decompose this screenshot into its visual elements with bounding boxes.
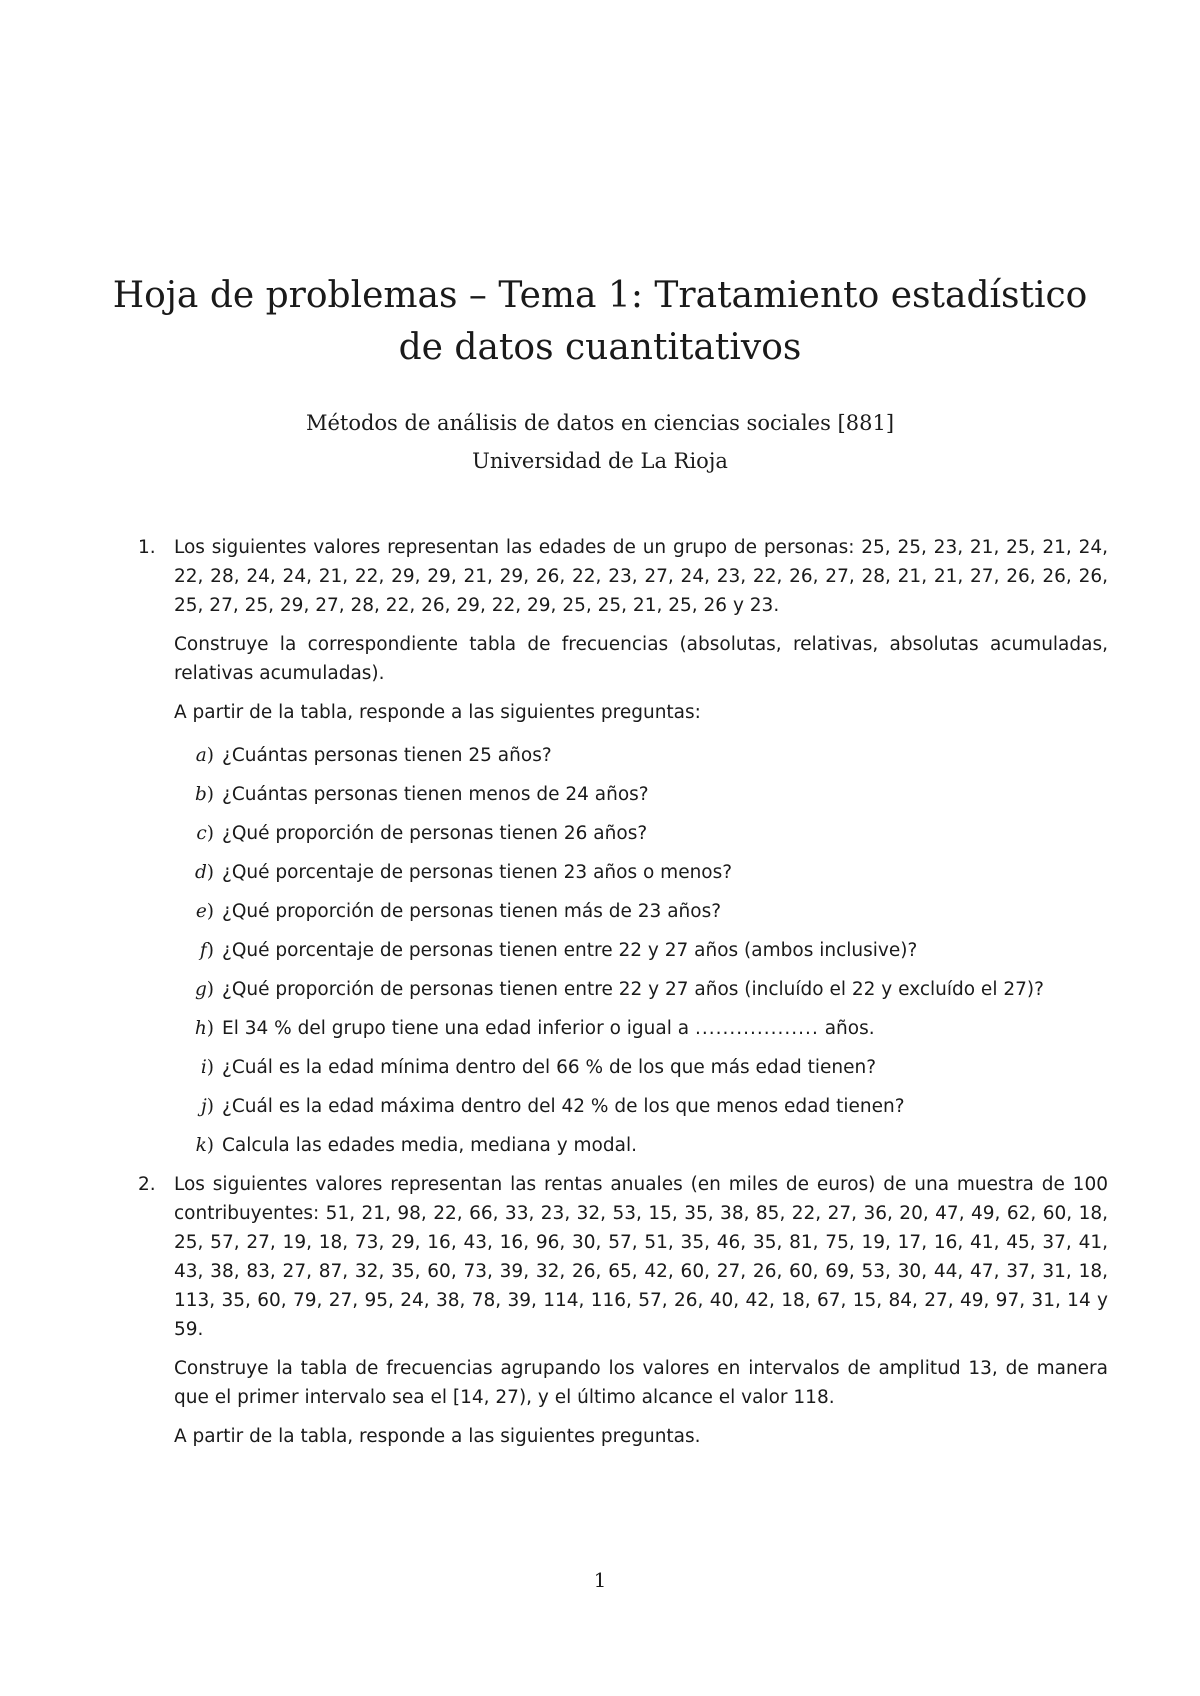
question-label: e bbox=[195, 901, 207, 922]
question-text: ¿Qué proporción de personas tienen 26 años? bbox=[222, 823, 648, 844]
question-list bbox=[174, 741, 1108, 1160]
question-text-after: años. bbox=[818, 1018, 875, 1039]
question-item: k) Calcula las edades media, mediana y modal. bbox=[195, 1135, 637, 1156]
problem-instruction: Construye la correspondiente tabla de frecuencias (absolutas, relativas, absolutas acumuladas, relativas acumuladas). bbox=[174, 634, 1108, 684]
answer-blank: .................. bbox=[694, 1018, 819, 1039]
question-item: f) ¿Qué porcentaje de personas tienen entre 22 y 27 años (ambos inclusive)? bbox=[199, 940, 918, 961]
question-item: b) ¿Cuántas personas tienen menos de 24 años? bbox=[194, 784, 649, 805]
problem-number: 1. bbox=[138, 537, 156, 558]
question-item: g) ¿Qué proporción de personas tienen entre 22 y 27 años (incluído el 22 y excluído el 27)? bbox=[194, 979, 1044, 1000]
question-item: i) ¿Cuál es la edad mínima dentro del 66 % de los que más edad tienen? bbox=[200, 1057, 877, 1078]
university-name: Universidad de La Rioja bbox=[472, 449, 728, 473]
document-title: Hoja de problemas – Tema 1: Tratamiento estadístico de datos cuantitativos bbox=[112, 275, 1088, 368]
question-text: ¿Cuál es la edad mínima dentro del 66 % de los que más edad tienen? bbox=[222, 1057, 877, 1078]
question-label: a bbox=[195, 745, 207, 766]
question-text: ¿Cuál es la edad máxima dentro del 42 % de los que menos edad tienen? bbox=[222, 1096, 905, 1117]
question-label: k bbox=[195, 1135, 207, 1156]
problem-prompt: A partir de la tabla, responde a las siguientes preguntas. bbox=[174, 1426, 701, 1447]
question-label: i bbox=[200, 1057, 207, 1078]
question-item: e) ¿Qué proporción de personas tienen más de 23 años? bbox=[195, 901, 722, 922]
course-name: Métodos de análisis de datos en ciencias sociales [881] bbox=[305, 411, 895, 435]
question-label: g bbox=[194, 979, 207, 1000]
question-text: ¿Qué porcentaje de personas tienen entre 22 y 27 años (ambos inclusive)? bbox=[222, 940, 918, 961]
problem-2 bbox=[138, 1170, 1108, 1451]
question-label: c bbox=[196, 823, 207, 844]
problem-data: Los siguientes valores representan las rentas anuales (en miles de euros) de una muestra de 100 contribuyentes: 51, 21, 98, 22, 66, 33, 23, 32, 53, 15, 35, 38, 85, 22, 27, 36, 20, 47, 49, 62, 60, 18, 25, 57, 27, 19, 18, 73, 29, 16, 43, 16, 96, 30, 57, 51, 35, 46, 35, 81, 75, 19, 17, 16, 41, 45, 37, 41, 43, 38, 83, 27, 87, 32, 35, 60, 73, 39, 32, 26, 65, 42, 60, 27, 26, 60, 69, 53, 30, 44, 47, 37, 31, 18, 113, 35, 60, 79, 27, 95, 24, 38, 78, 39, 114, 116, 57, 26, 40, 42, 18, 67, 15, 84, 27, 49, 97, 31, 14 y 59. bbox=[174, 1174, 1108, 1340]
question-label: f bbox=[199, 940, 207, 961]
problem-prompt: A partir de la tabla, responde a las siguientes preguntas: bbox=[174, 702, 701, 723]
question-label: j bbox=[201, 1096, 207, 1117]
question-text: ¿Qué porcentaje de personas tienen 23 años o menos? bbox=[222, 862, 733, 883]
question-text: Calcula las edades media, mediana y modal. bbox=[222, 1135, 637, 1156]
question-item: a) ¿Cuántas personas tienen 25 años? bbox=[195, 745, 552, 766]
problem-data: Los siguientes valores representan las edades de un grupo de personas: 25, 25, 23, 21, 25, 21, 24, 22, 28, 24, 24, 21, 22, 29, 29, 21, 29, 26, 22, 23, 27, 24, 23, 22, 26, 27, 28, 21, 21, 27, 26, 26, 26, 25, 27, 25, 29, 27, 28, 22, 26, 29, 22, 29, 25, 25, 21, 25, 26 y 23. bbox=[174, 537, 1108, 616]
question-label: b bbox=[194, 784, 207, 805]
question-text: ¿Cuántas personas tienen 25 años? bbox=[222, 745, 552, 766]
question-item: c) ¿Qué proporción de personas tienen 26 años? bbox=[196, 823, 648, 844]
question-text: ¿Qué proporción de personas tienen entre 22 y 27 años (incluído el 22 y excluído el 27)? bbox=[222, 979, 1044, 1000]
question-item: d) ¿Qué porcentaje de personas tienen 23 años o menos? bbox=[194, 862, 733, 883]
problem-list bbox=[138, 533, 1108, 1461]
problem-1 bbox=[138, 533, 1108, 1160]
question-text: ¿Cuántas personas tienen menos de 24 años? bbox=[222, 784, 649, 805]
problem-number: 2. bbox=[138, 1174, 156, 1195]
page-number: 1 bbox=[593, 1568, 607, 1592]
question-item: h) El 34 % del grupo tiene una edad inferior o igual a .................. años. bbox=[194, 1018, 875, 1039]
question-label: d bbox=[194, 862, 207, 883]
problem-instruction: Construye la tabla de frecuencias agrupando los valores en intervalos de amplitud 13, de manera que el primer intervalo sea el [14, 27), y el último alcance el valor 118. bbox=[174, 1358, 1108, 1408]
question-text-before: El 34 % del grupo tiene una edad inferior o igual a bbox=[222, 1018, 695, 1039]
question-label: h bbox=[194, 1018, 207, 1039]
question-text: ¿Qué proporción de personas tienen más de 23 años? bbox=[222, 901, 722, 922]
question-item: j) ¿Cuál es la edad máxima dentro del 42 % de los que menos edad tienen? bbox=[201, 1096, 905, 1117]
